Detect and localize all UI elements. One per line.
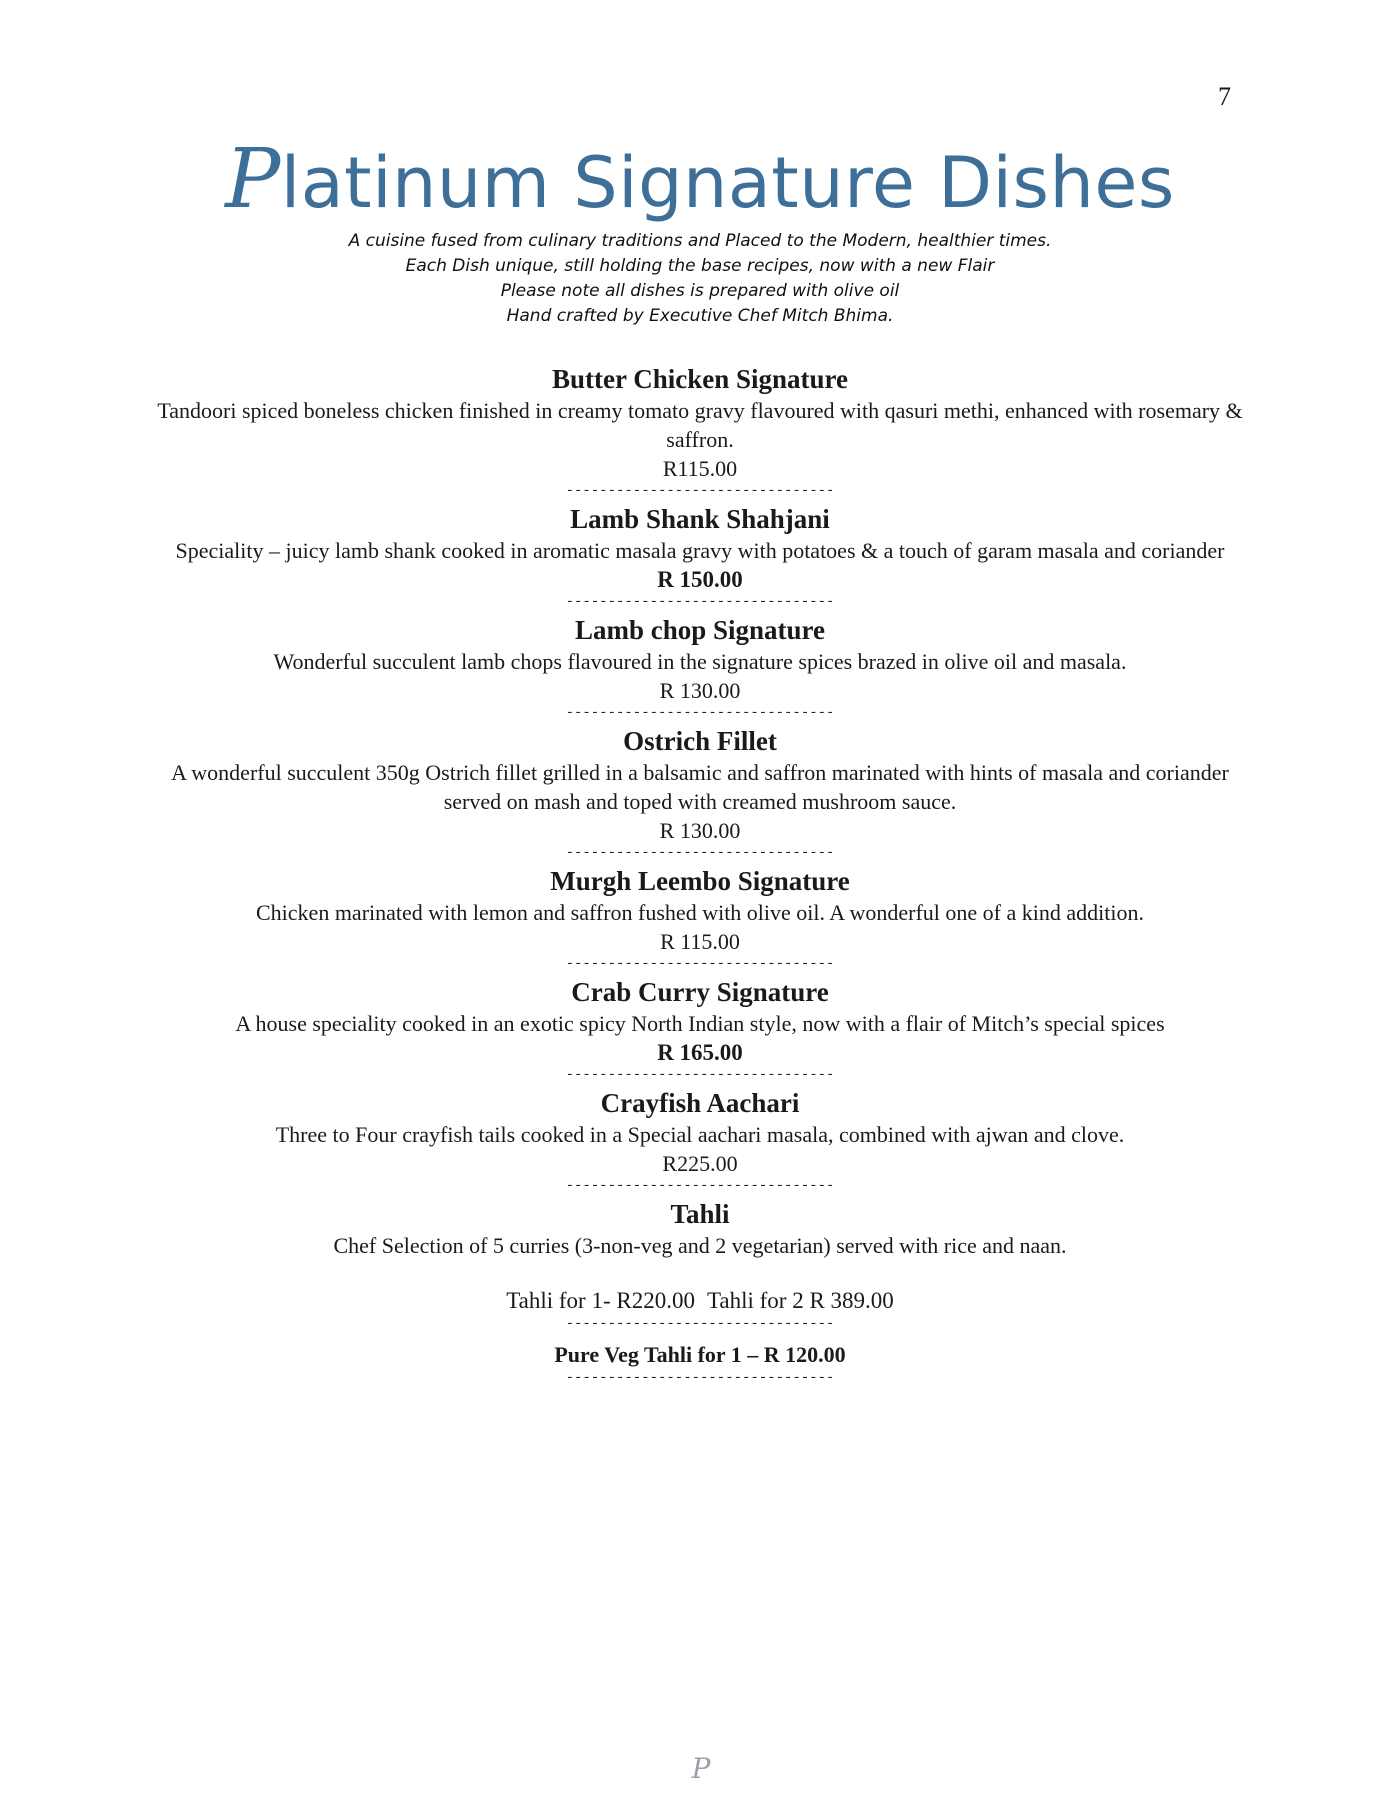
intro-line: Please note all dishes is prepared with olive oil bbox=[500, 281, 900, 301]
dish-list bbox=[150, 362, 1250, 1389]
dish-separator: -------------------------------- bbox=[565, 594, 835, 610]
dish-separator: -------------------------------- bbox=[565, 1178, 835, 1194]
dish-item bbox=[150, 613, 1250, 723]
intro-line: Hand crafted by Executive Chef Mitch Bhima. bbox=[506, 306, 894, 326]
tahli-prices bbox=[150, 1286, 1250, 1316]
tahli-price-for-2: Tahli for 2 R 389.00 bbox=[706, 1288, 894, 1313]
dish-description: Tandoori spiced boneless chicken finished in creamy tomato gravy flavoured with qasuri methi, enhanced with rosemary & saffron. bbox=[157, 398, 1243, 452]
dish-price: R225.00 bbox=[662, 1151, 738, 1176]
dish-description: Wonderful succulent lamb chops flavoured in the signature spices brazed in olive oil and masala. bbox=[273, 649, 1127, 674]
dish-item bbox=[150, 502, 1250, 612]
dish-name: Tahli bbox=[670, 1199, 730, 1229]
dish-separator: -------------------------------- bbox=[565, 705, 835, 721]
dish-description: Speciality – juicy lamb shank cooked in aromatic masala gravy with potatoes & a touch of garam masala and coriander bbox=[175, 538, 1225, 563]
dish-price: R 130.00 bbox=[659, 678, 741, 703]
dish-item bbox=[150, 975, 1250, 1085]
dish-item bbox=[150, 1086, 1250, 1196]
dish-price: R115.00 bbox=[662, 456, 738, 481]
title-initial-letter: P bbox=[225, 132, 281, 227]
dish-price: R 150.00 bbox=[657, 567, 743, 592]
intro-block bbox=[0, 229, 1400, 329]
pure-veg-tahli-price: Pure Veg Tahli for 1 – R 120.00 bbox=[554, 1342, 846, 1367]
dish-separator: -------------------------------- bbox=[565, 483, 835, 499]
dish-description: Chef Selection of 5 curries (3-non-veg and 2 vegetarian) served with rice and naan. bbox=[333, 1233, 1067, 1258]
intro-line: Each Dish unique, still holding the base recipes, now with a new Flair bbox=[405, 256, 995, 276]
dish-name: Murgh Leembo Signature bbox=[550, 866, 850, 896]
dish-description: A wonderful succulent 350g Ostrich fillet grilled in a balsamic and saffron marinated with hints of masala and coriander served on mash and toped with creamed mushroom sauce. bbox=[171, 760, 1229, 814]
dish-price: R 130.00 bbox=[659, 818, 741, 843]
dish-price: R 165.00 bbox=[657, 1040, 743, 1065]
dish-separator: -------------------------------- bbox=[565, 1370, 835, 1386]
tahli-item bbox=[150, 1197, 1250, 1388]
title-text: latinum Signature Dishes bbox=[280, 142, 1175, 224]
page-title bbox=[0, 132, 1400, 227]
dish-name: Lamb Shank Shahjani bbox=[570, 504, 830, 534]
dish-separator: -------------------------------- bbox=[565, 1316, 835, 1332]
tahli-price-for-1: Tahli for 1- R220.00 bbox=[506, 1288, 695, 1313]
dish-item bbox=[150, 362, 1250, 501]
dish-description: Chicken marinated with lemon and saffron fushed with olive oil. A wonderful one of a kind addition. bbox=[256, 900, 1144, 925]
dish-name: Butter Chicken Signature bbox=[551, 364, 849, 394]
dish-item bbox=[150, 724, 1250, 863]
dish-item bbox=[150, 864, 1250, 974]
dish-name: Crayfish Aachari bbox=[600, 1088, 800, 1118]
dish-description: Three to Four crayfish tails cooked in a Special aachari masala, combined with ajwan and clove. bbox=[275, 1122, 1125, 1147]
dish-description: A house speciality cooked in an exotic spicy North Indian style, now with a flair of Mitch’s special spices bbox=[235, 1011, 1165, 1036]
dish-name: Crab Curry Signature bbox=[571, 977, 829, 1007]
intro-line: A cuisine fused from culinary traditions and Placed to the Modern, healthier times. bbox=[348, 231, 1052, 251]
dish-name: Ostrich Fillet bbox=[623, 726, 777, 756]
dish-separator: -------------------------------- bbox=[565, 1067, 835, 1083]
page-number: 7 bbox=[1218, 82, 1231, 111]
footer-logo: P bbox=[691, 1752, 711, 1785]
dish-separator: -------------------------------- bbox=[565, 956, 835, 972]
dish-name: Lamb chop Signature bbox=[574, 615, 826, 645]
dish-price: R 115.00 bbox=[660, 929, 740, 954]
dish-separator: -------------------------------- bbox=[565, 845, 835, 861]
